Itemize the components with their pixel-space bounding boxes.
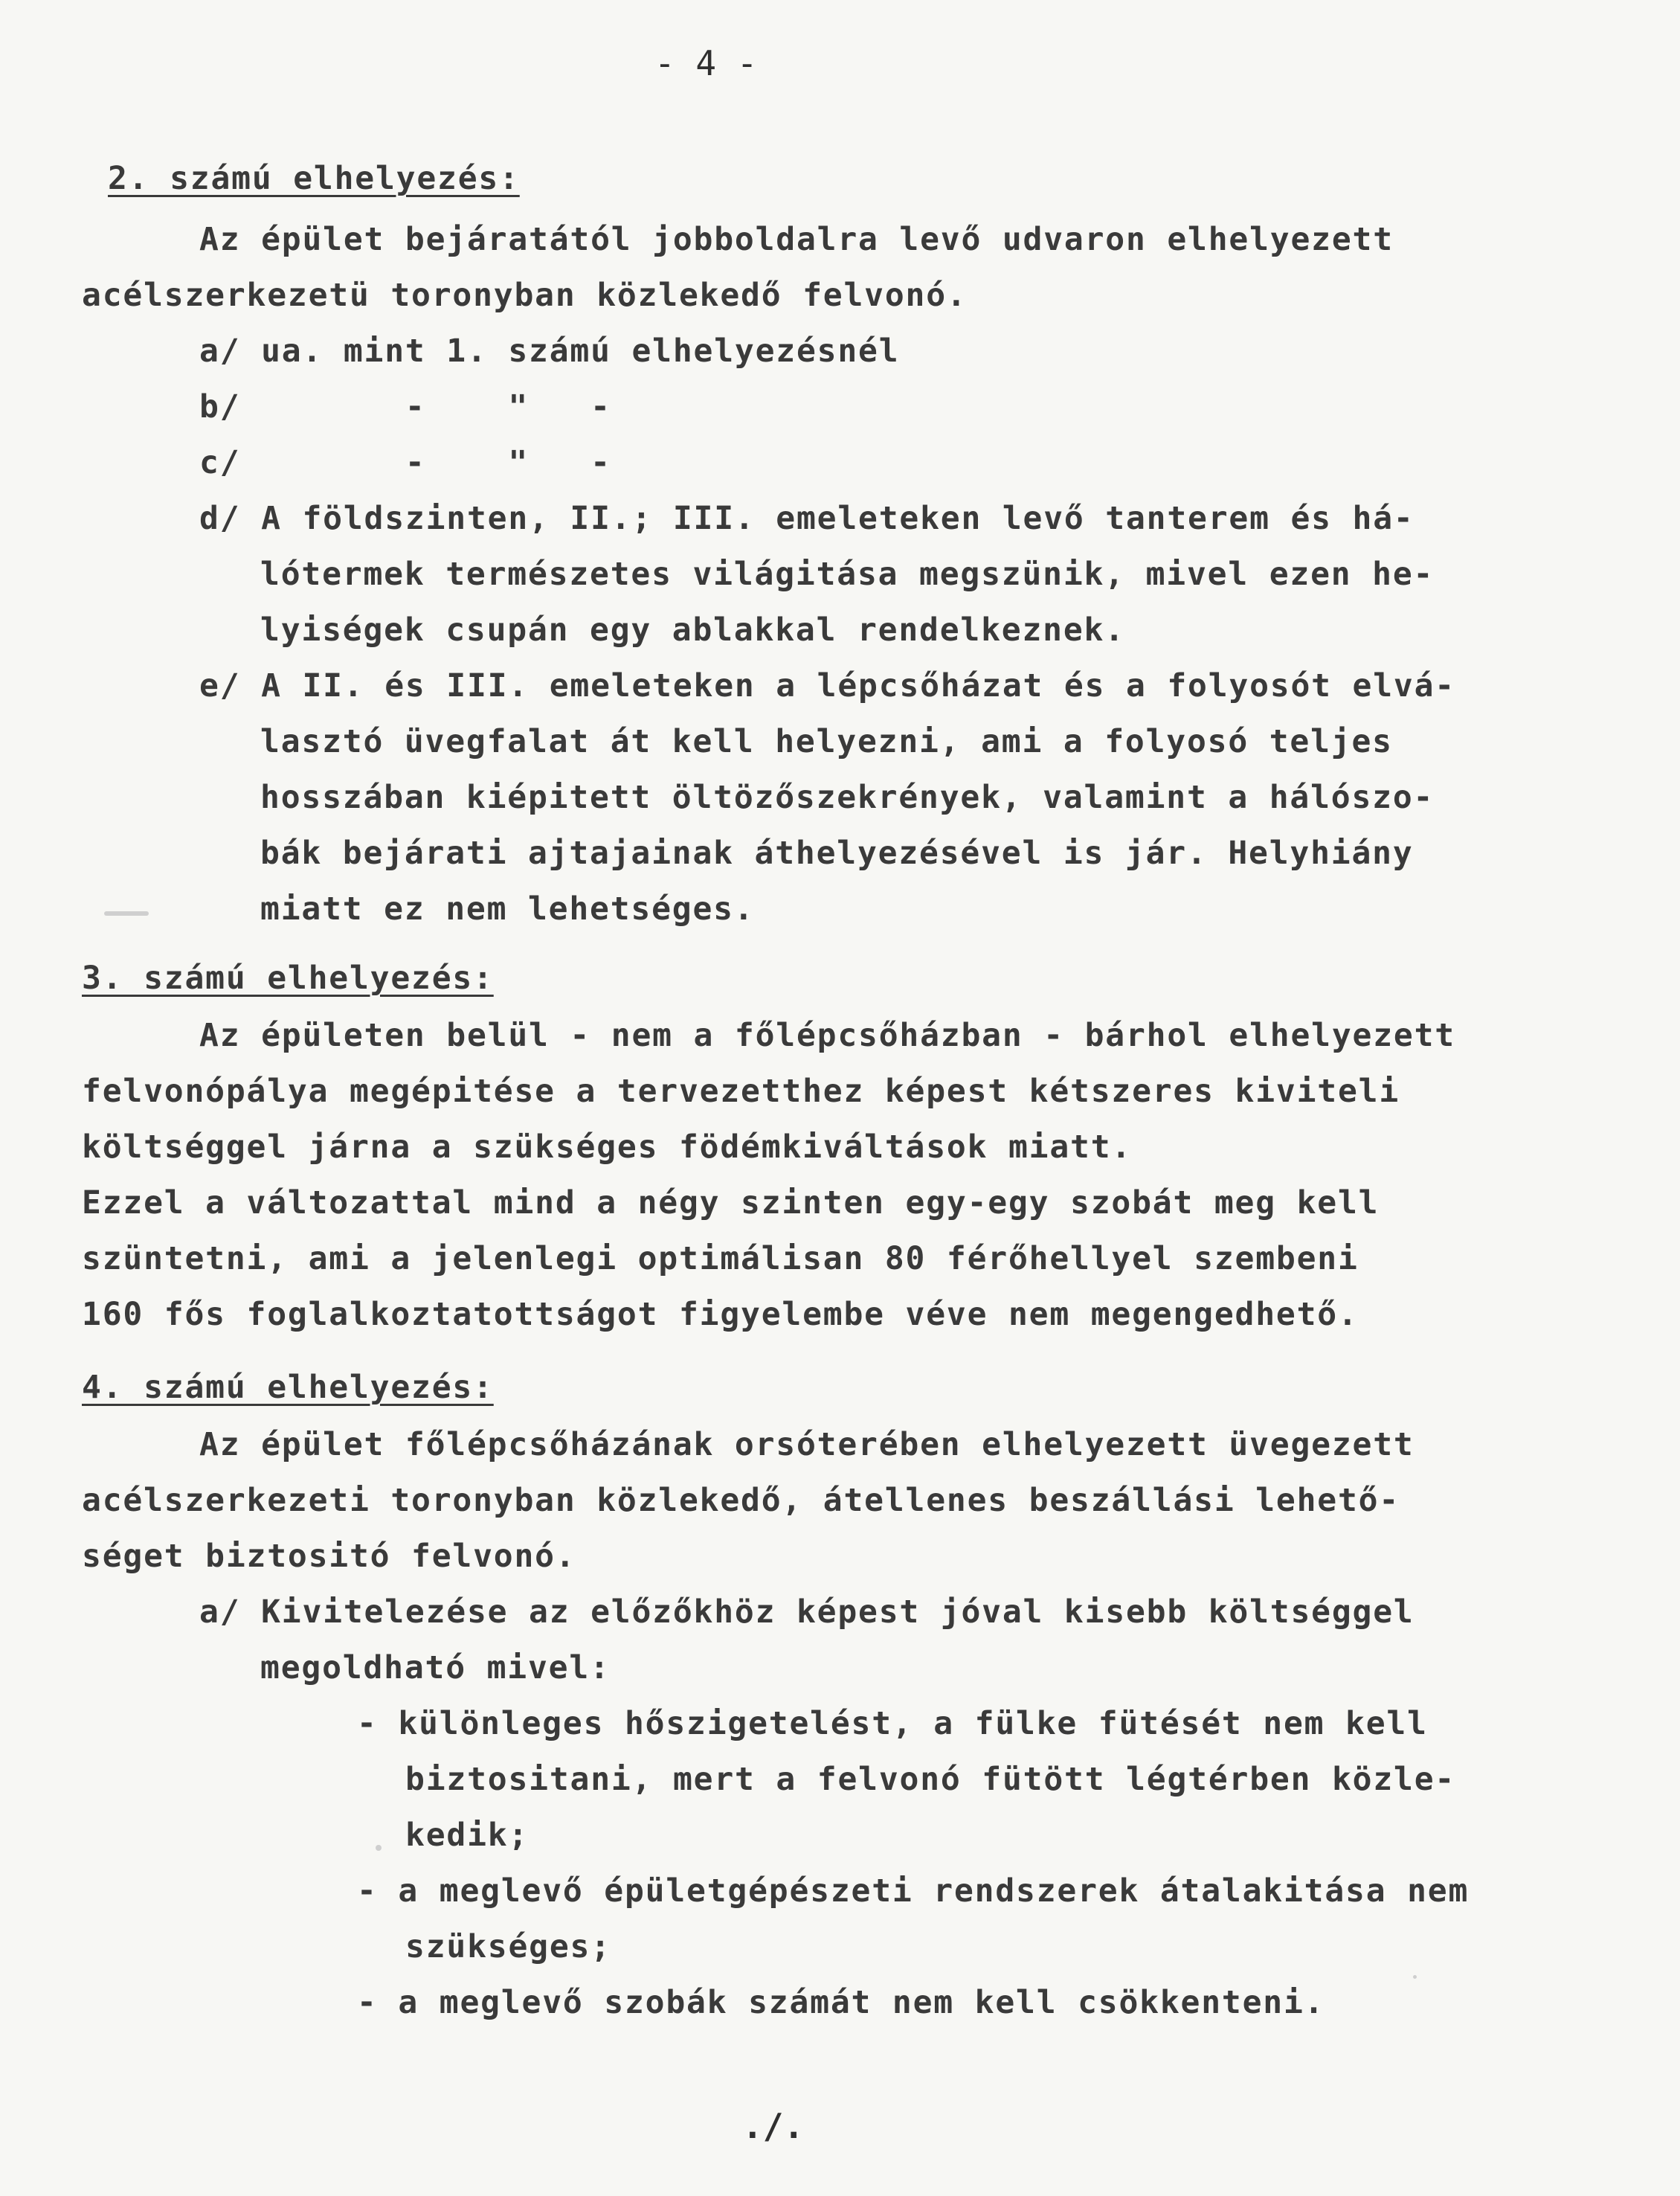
section-4-intro-line: acélszerkezeti toronyban közlekedő, átellenes beszállási lehető- [82, 1482, 1400, 1519]
section-4-bullet-line: szükséges; [405, 1928, 611, 1965]
section-3-line: 160 fős foglalkoztatottságot figyelembe véve nem megengedhető. [82, 1296, 1359, 1333]
section-2-intro-line: acélszerkezetü toronyban közlekedő felvonó. [82, 277, 968, 314]
scan-speck [104, 911, 149, 916]
scan-speck [1413, 1975, 1417, 1979]
section-4-intro-line: Az épület főlépcsőházának orsóterében elhelyezett üvegezett [199, 1426, 1415, 1463]
section-2-item-e-line: hosszában kiépitett öltözőszekrények, valamint a hálószo- [260, 779, 1435, 816]
continuation-mark: ./. [742, 2106, 805, 2146]
section-2-item-d-line: d/ A földszinten, II.; III. emeleteken levő tanterem és há- [199, 500, 1415, 537]
section-2-intro-line: Az épület bejáratától jobboldalra levő udvaron elhelyezett [199, 221, 1394, 258]
section-4-heading: 4. számú elhelyezés: [82, 1369, 494, 1406]
section-2-item-a: a/ ua. mint 1. számú elhelyezésnél [199, 333, 900, 370]
page-number: - 4 - [654, 43, 758, 83]
section-4-bullet-line: kedik; [405, 1817, 530, 1854]
section-3-line: Az épületen belül - nem a főlépcsőházban - bárhol elhelyezett [199, 1017, 1455, 1054]
section-4-item-a-line: a/ Kivitelezése az előzőkhöz képest jóval kisebb költséggel [199, 1593, 1415, 1631]
section-3-heading: 3. számú elhelyezés: [82, 960, 494, 997]
section-2-item-d-line: lótermek természetes világitása megszünik, mivel ezen he- [260, 556, 1435, 593]
section-4-bullet-line: biztositani, mert a felvonó fütött légtérben közle- [405, 1761, 1456, 1798]
section-4-bullet-line: - különleges hőszigetelést, a fülke fütését nem kell [357, 1705, 1428, 1742]
section-2-item-d-line: lyiségek csupán egy ablakkal rendelkeznek. [260, 611, 1125, 649]
scan-speck [376, 1845, 382, 1851]
section-2-item-b: b/ - " - [199, 388, 611, 426]
section-2-item-e-line: miatt ez nem lehetséges. [260, 890, 755, 928]
section-4-intro-line: séget biztositó felvonó. [82, 1538, 576, 1575]
section-3-line: Ezzel a változattal mind a négy szinten egy-egy szobát meg kell [82, 1184, 1380, 1221]
section-2-item-e-line: lasztó üvegfalat át kell helyezni, ami a folyosó teljes [260, 723, 1393, 760]
section-3-line: felvonópálya megépitése a tervezetthez képest kétszeres kiviteli [82, 1073, 1400, 1110]
section-2-item-c: c/ - " - [199, 444, 611, 481]
section-3-line: költséggel járna a szükséges födémkiváltások miatt. [82, 1128, 1133, 1166]
section-2-heading: 2. számú elhelyezés: [108, 160, 520, 197]
section-4-item-a-line: megoldható mivel: [260, 1649, 611, 1686]
section-4-bullet-line: - a meglevő épületgépészeti rendszerek átalakitása nem [357, 1872, 1470, 1910]
section-2-item-e-line: bák bejárati ajtajainak áthelyezésével is jár. Helyhiány [260, 835, 1414, 872]
section-3-line: szüntetni, ami a jelenlegi optimálisan 80 férőhellyel szembeni [82, 1240, 1359, 1277]
section-2-item-e-line: e/ A II. és III. emeleteken a lépcsőházat és a folyosót elvá- [199, 667, 1455, 704]
section-4-bullet-line: - a meglevő szobák számát nem kell csökkenteni. [357, 1984, 1325, 2021]
